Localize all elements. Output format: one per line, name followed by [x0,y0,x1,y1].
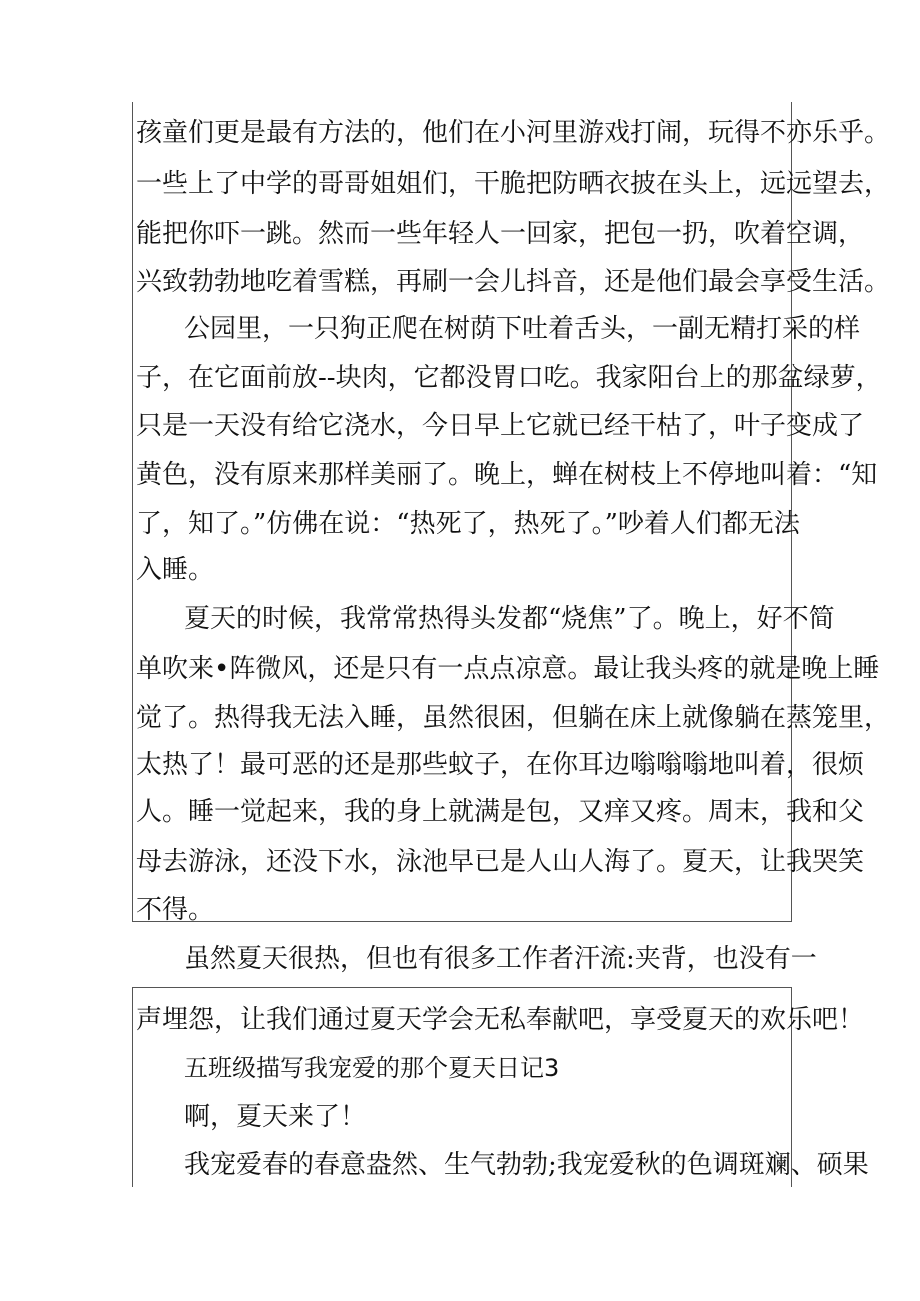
diary-title: 五班级描写我宠爱的那个夏天日记3 [184,1054,560,1082]
text-line: 不得。 [136,895,215,925]
text-line: 我宠爱春的春意盎然、生气勃勃;我宠爱秋的色调斑斓、硕果 [184,1150,869,1180]
text-line: 兴致勃勃地吃着雪糕，再刷一会儿抖音，还是他们最会享受生活。 [136,267,891,297]
text-line: 能把你吓一跳。然而一些年轻人一回家，把包一扔，吹着空调， [136,219,865,249]
text-line: 了，知了。”仿佛在说：“热死了，热死了。”吵着人们都无法 [136,509,800,539]
text-line: 一些上了中学的哥哥姐姐们，干脆把防晒衣披在头上，远远望去， [136,169,891,199]
text-line: 人。睡一觉起来，我的身上就满是包，又痒又疼。周末，我和父 [136,797,865,827]
text-line: 啊，夏天来了！ [184,1102,367,1132]
text-line: 子，在它面前放--块肉，它都没胃口吃。我家阳台上的那盆绿萝， [136,363,882,393]
text-line: 公园里，一只狗正爬在树荫下吐着舌头，一副无精打采的样 [184,314,861,344]
text-line: 孩童们更是最有方法的，他们在小河里游戏打闹，玩得不亦乐乎。 [136,118,891,148]
text-line: 母去游泳，还没下水，泳池早已是人山人海了。夏天，让我哭笑 [136,847,865,877]
text-line: 虽然夏天很热，但也有很多工作者汗流:夹背，也没有一 [184,944,817,974]
text-line: 黄色，没有原来那样美丽了。晚上，蝉在树枝上不停地叫着：“知 [136,460,878,490]
text-line: 夏天的时候，我常常热得头发都“烧焦”了。晚上，好不简 [184,604,835,634]
text-line: 太热了！最可恶的还是那些蚊子，在你耳边嗡嗡嗡地叫着，很烦 [136,750,865,780]
text-line: 声埋怨，让我们通过夏天学会无私奉献吧，享受夏天的欢乐吧！ [136,1005,865,1035]
text-line: 入睡。 [136,555,215,585]
text-line: 觉了。热得我无法入睡，虽然很困，但躺在床上就像躺在蒸笼里， [136,703,891,733]
text-line: 只是一天没有给它浇水，今日早上它就已经干枯了，叶子变成了 [136,411,865,441]
text-line: 单吹来•阵微风，还是只有一点点凉意。最让我头疼的就是晚上睡 [136,654,880,684]
